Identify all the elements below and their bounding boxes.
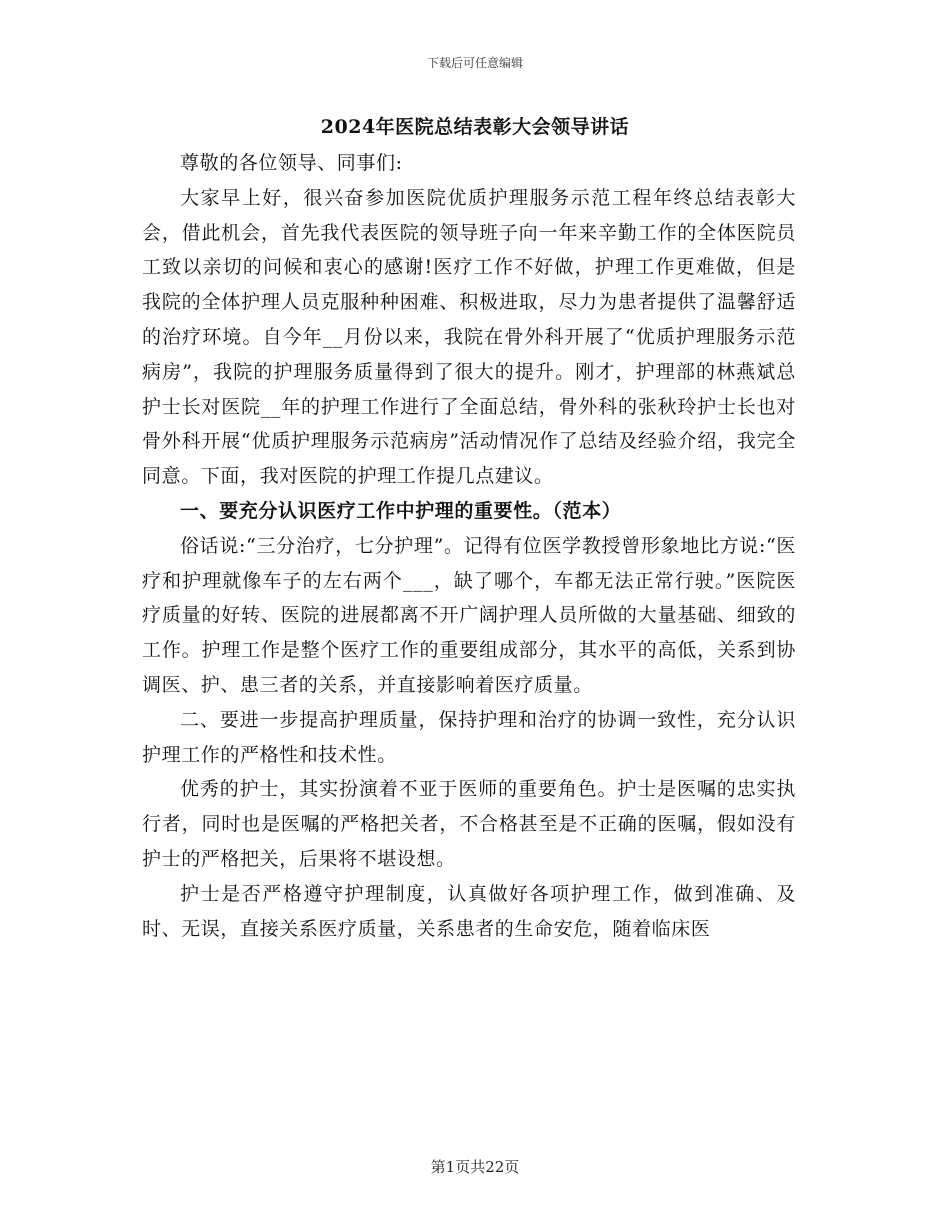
document-body — [142, 146, 796, 946]
section-heading-2: 二、要进一步提高护理质量，保持护理和治疗的协调一致性，充分认识护理工作的严格性和技术性。 — [142, 708, 796, 766]
salutation-paragraph: 尊敬的各位领导、同事们: — [180, 152, 403, 174]
document-title: 2024年医院总结表彰大会领导讲话 — [320, 116, 630, 138]
page-header-note: 下载后可任意编辑 — [426, 56, 523, 70]
body-paragraph: 护士是否严格遵守护理制度，认真做好各项护理工作，做到准确、及时、无误，直接关系医疗质量，关系患者的生命安危，随着临床医 — [142, 882, 796, 940]
page-number-footer: 第1页共22页 — [430, 1158, 520, 1176]
section-heading-1: 一、要充分认识医疗工作中护理的重要性。（范本） — [180, 499, 622, 522]
body-paragraph: 优秀的护士，其实扮演着不亚于医师的重要角色。护士是医嘱的忠实执行者，同时也是医嘱的严格把关者，不合格甚至是不正确的医嘱，假如没有护士的严格把关，后果将不堪设想。 — [142, 778, 796, 870]
opening-paragraph: 大家早上好，很兴奋参加医院优质护理服务示范工程年终总结表彰大会，借此机会，首先我代表医院的领导班子向一年来辛勤工作的全体医院员工致以亲切的问候和衷心的感谢!医疗工作不好做，护理工作更难做，但是我院的全体护理人员克服种种困难、积极进取，尽力为患者提供了温馨舒适的治疗环境。自今年__月份以来，我院在骨外科开展了“优质护理服务示范病房”，我院的护理服务质量得到了很大的提升。刚才，护理部的林燕斌总护士长对医院__年的护理工作进行了全面总结，骨外科的张秋玲护士长也对骨外科开展“优质护理服务示范病房”活动情况作了总结及经验介绍，我完全同意。下面，我对医院的护理工作提几点建议。 — [142, 186, 796, 488]
body-paragraph: 俗话说:“三分治疗，七分护理”。记得有位医学教授曾形象地比方说:“医疗和护理就像车子的左右两个___，缺了哪个，车都无法正常行驶。”医院医疗质量的好转、医院的进展都离不开广阔护理人员所做的大量基础、细致的工作。护理工作是整个医疗工作的重要组成部分，其水平的高低，关系到协调医、护、患三者的关系，并直接影响着医疗质量。 — [142, 534, 796, 696]
